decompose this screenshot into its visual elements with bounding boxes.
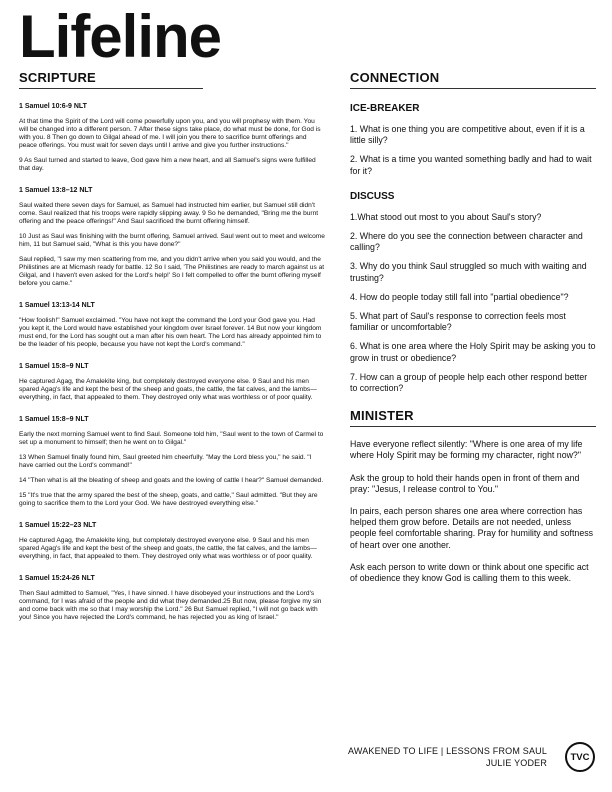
discuss-label: DISCUSS: [350, 190, 395, 202]
scripture-paragraph: 9 As Saul turned and started to leave, God gave him a new heart, and all Samuel's signs were fulfilled that day.: [19, 157, 316, 172]
icebreaker-label: ICE-BREAKER: [350, 103, 420, 114]
scripture-paragraph: Then Saul admitted to Samuel, "Yes, I have sinned. I have disobeyed your instructions and the Lord's command, for I was afraid of the people and did what they demanded.25 But now, please forgive my sin and come back with me so that I may worship the Lord." 26 But Samuel replied, "I will not go back with you! Since you have rejected the Lord's command, he has rejected you as king of Israel.": [19, 590, 322, 621]
page-title: Lifeline: [19, 3, 222, 70]
scripture-heading: SCRIPTURE: [19, 70, 203, 89]
discuss-question: 5. What part of Saul's response to correction feels most familiar or uncomfortable?: [350, 311, 566, 333]
scripture-reference: 1 Samuel 13:13-14 NLT: [19, 302, 95, 309]
minister-paragraph: Have everyone reflect silently: "Where is one area of my life where Holy Spirit may be forming my character, right now?": [350, 439, 583, 461]
scripture-paragraph: He captured Agag, the Amalekite king, but completely destroyed everyone else. 9 Saul and his men spared Agag's life and kept the best of the sheep and goats, the cattle, the fat calves, and the lambs—everything, in fact, that appealed to them. They destroyed only what was worthless or of poor quality.: [19, 378, 317, 401]
connection-heading: CONNECTION: [350, 70, 596, 89]
tvc-logo: TVC: [565, 742, 595, 772]
minister-paragraph: Ask the group to hold their hands open in front of them and pray: "Jesus, I release control to You.": [350, 472, 580, 494]
scripture-reference: 1 Samuel 15:22–23 NLT: [19, 522, 97, 529]
scripture-paragraph: Saul replied, "I saw my men scattering from me, and you didn't arrive when you said you would, and the Philistines are at Micmash ready for battle. 12 So I said, 'The Philistines are ready to march against us at Gilgal, and I haven't even asked for the Lord's help!' So I felt compelled to offer the burnt offering myself before you came.": [19, 256, 325, 287]
scripture-reference: 1 Samuel 15:8–9 NLT: [19, 363, 89, 370]
scripture-paragraph: 10 Just as Saul was finishing with the burnt offering, Samuel arrived. Saul went out to meet and welcome him, 11 but Samuel said, "What is this you have done?": [19, 233, 325, 248]
scripture-paragraph: 13 When Samuel finally found him, Saul greeted him cheerfully. "May the Lord bless you," he said. "I have carried out the Lord's command!": [19, 454, 312, 469]
scripture-paragraph: 15 "It's true that the army spared the best of the sheep, goats, and cattle," Saul admitted. "But they are going to sacrifice them to the Lord your God. We have destroyed everything else.": [19, 492, 318, 507]
scripture-reference: 1 Samuel 10:6-9 NLT: [19, 103, 87, 110]
discussion-column: [350, 70, 596, 595]
scripture-paragraph: Saul waited there seven days for Samuel, as Samuel had instructed him earlier, but Samuel still didn't come. Saul realized that his troops were rapidly slipping away. 9 So he demanded, "Bring me the burnt offering and the peace offerings!" And Saul sacrificed the burnt offering himself.: [19, 202, 319, 225]
scripture-paragraph: "How foolish!" Samuel exclaimed. "You have not kept the command the Lord your God gave you. Had you kept it, the Lord would have established your kingdom over Israel forever. 14 But now your kingdom must end, for the Lord has sought out a man after his own heart. The Lord has already appointed him to be the leader of his people, because you have not kept the Lord's command.": [19, 317, 322, 348]
scripture-reference: 1 Samuel 15:24-26 NLT: [19, 575, 95, 582]
discuss-question: 3. Why do you think Saul struggled so much with waiting and trusting?: [350, 261, 587, 283]
scripture-paragraph: Early the next morning Samuel went to find Saul. Someone told him, "Saul went to the town of Carmel to set up a monument to himself; then he went on to Gilgal.": [19, 431, 324, 446]
scripture-reference: 1 Samuel 15:8–9 NLT: [19, 416, 89, 423]
discuss-question: 6. What is one area where the Holy Spirit may be asking you to grow in trust or obedience?: [350, 341, 596, 363]
footer: [348, 745, 547, 769]
scripture-paragraph: 14 "Then what is all the bleating of sheep and goats and the lowing of cattle I hear?" Samuel demanded.: [19, 477, 324, 484]
icebreaker-question: 1. What is one thing you are competitive about, even if it is a little silly?: [350, 124, 585, 146]
icebreaker-question: 2. What is a time you wanted something badly and had to wait for it?: [350, 154, 592, 176]
minister-paragraph: In pairs, each person shares one area where correction has helped them grow before. Details are not needed, unless people feel comfortable sharing. Pray for humility and softness of heart over one another.: [350, 506, 594, 550]
discuss-question: 4. How do people today still fall into "partial obedience"?: [350, 291, 569, 302]
scripture-paragraph: At that time the Spirit of the Lord will come powerfully upon you, and you will prophesy with them. You will be changed into a different person. 7 After these signs take place, do what must be done, for God is with you. 8 Then go down to Gilgal ahead of me. I will join you there to sacrifice burnt offerings and peace offerings. You must wait for seven days until I arrive and give you further instructions.": [19, 118, 321, 149]
minister-paragraph: Ask each person to write down or think about one specific act of obedience they know God is calling them to this week.: [350, 561, 589, 584]
series-title: AWAKENED TO LIFE | LESSONS FROM SAUL: [348, 746, 548, 756]
scripture-reference: 1 Samuel 13:8–12 NLT: [19, 187, 93, 194]
discuss-question: 2. Where do you see the connection between character and calling?: [350, 231, 583, 253]
scripture-paragraph: He captured Agag, the Amalekite king, but completely destroyed everyone else. 9 Saul and his men spared Agag's life and kept the best of the sheep and goats, the cattle, the fat calves, and the lambs—everything, in fact, that appealed to them. They destroyed only what was worthless or of poor quality.: [19, 537, 317, 560]
discuss-question: 7. How can a group of people help each other respond better to correction?: [350, 371, 588, 394]
author-name: JULIE YODER: [486, 758, 548, 768]
discuss-question: 1.What stood out most to you about Saul's story?: [350, 211, 542, 222]
scripture-column: [19, 70, 325, 629]
minister-heading: MINISTER: [350, 408, 596, 427]
